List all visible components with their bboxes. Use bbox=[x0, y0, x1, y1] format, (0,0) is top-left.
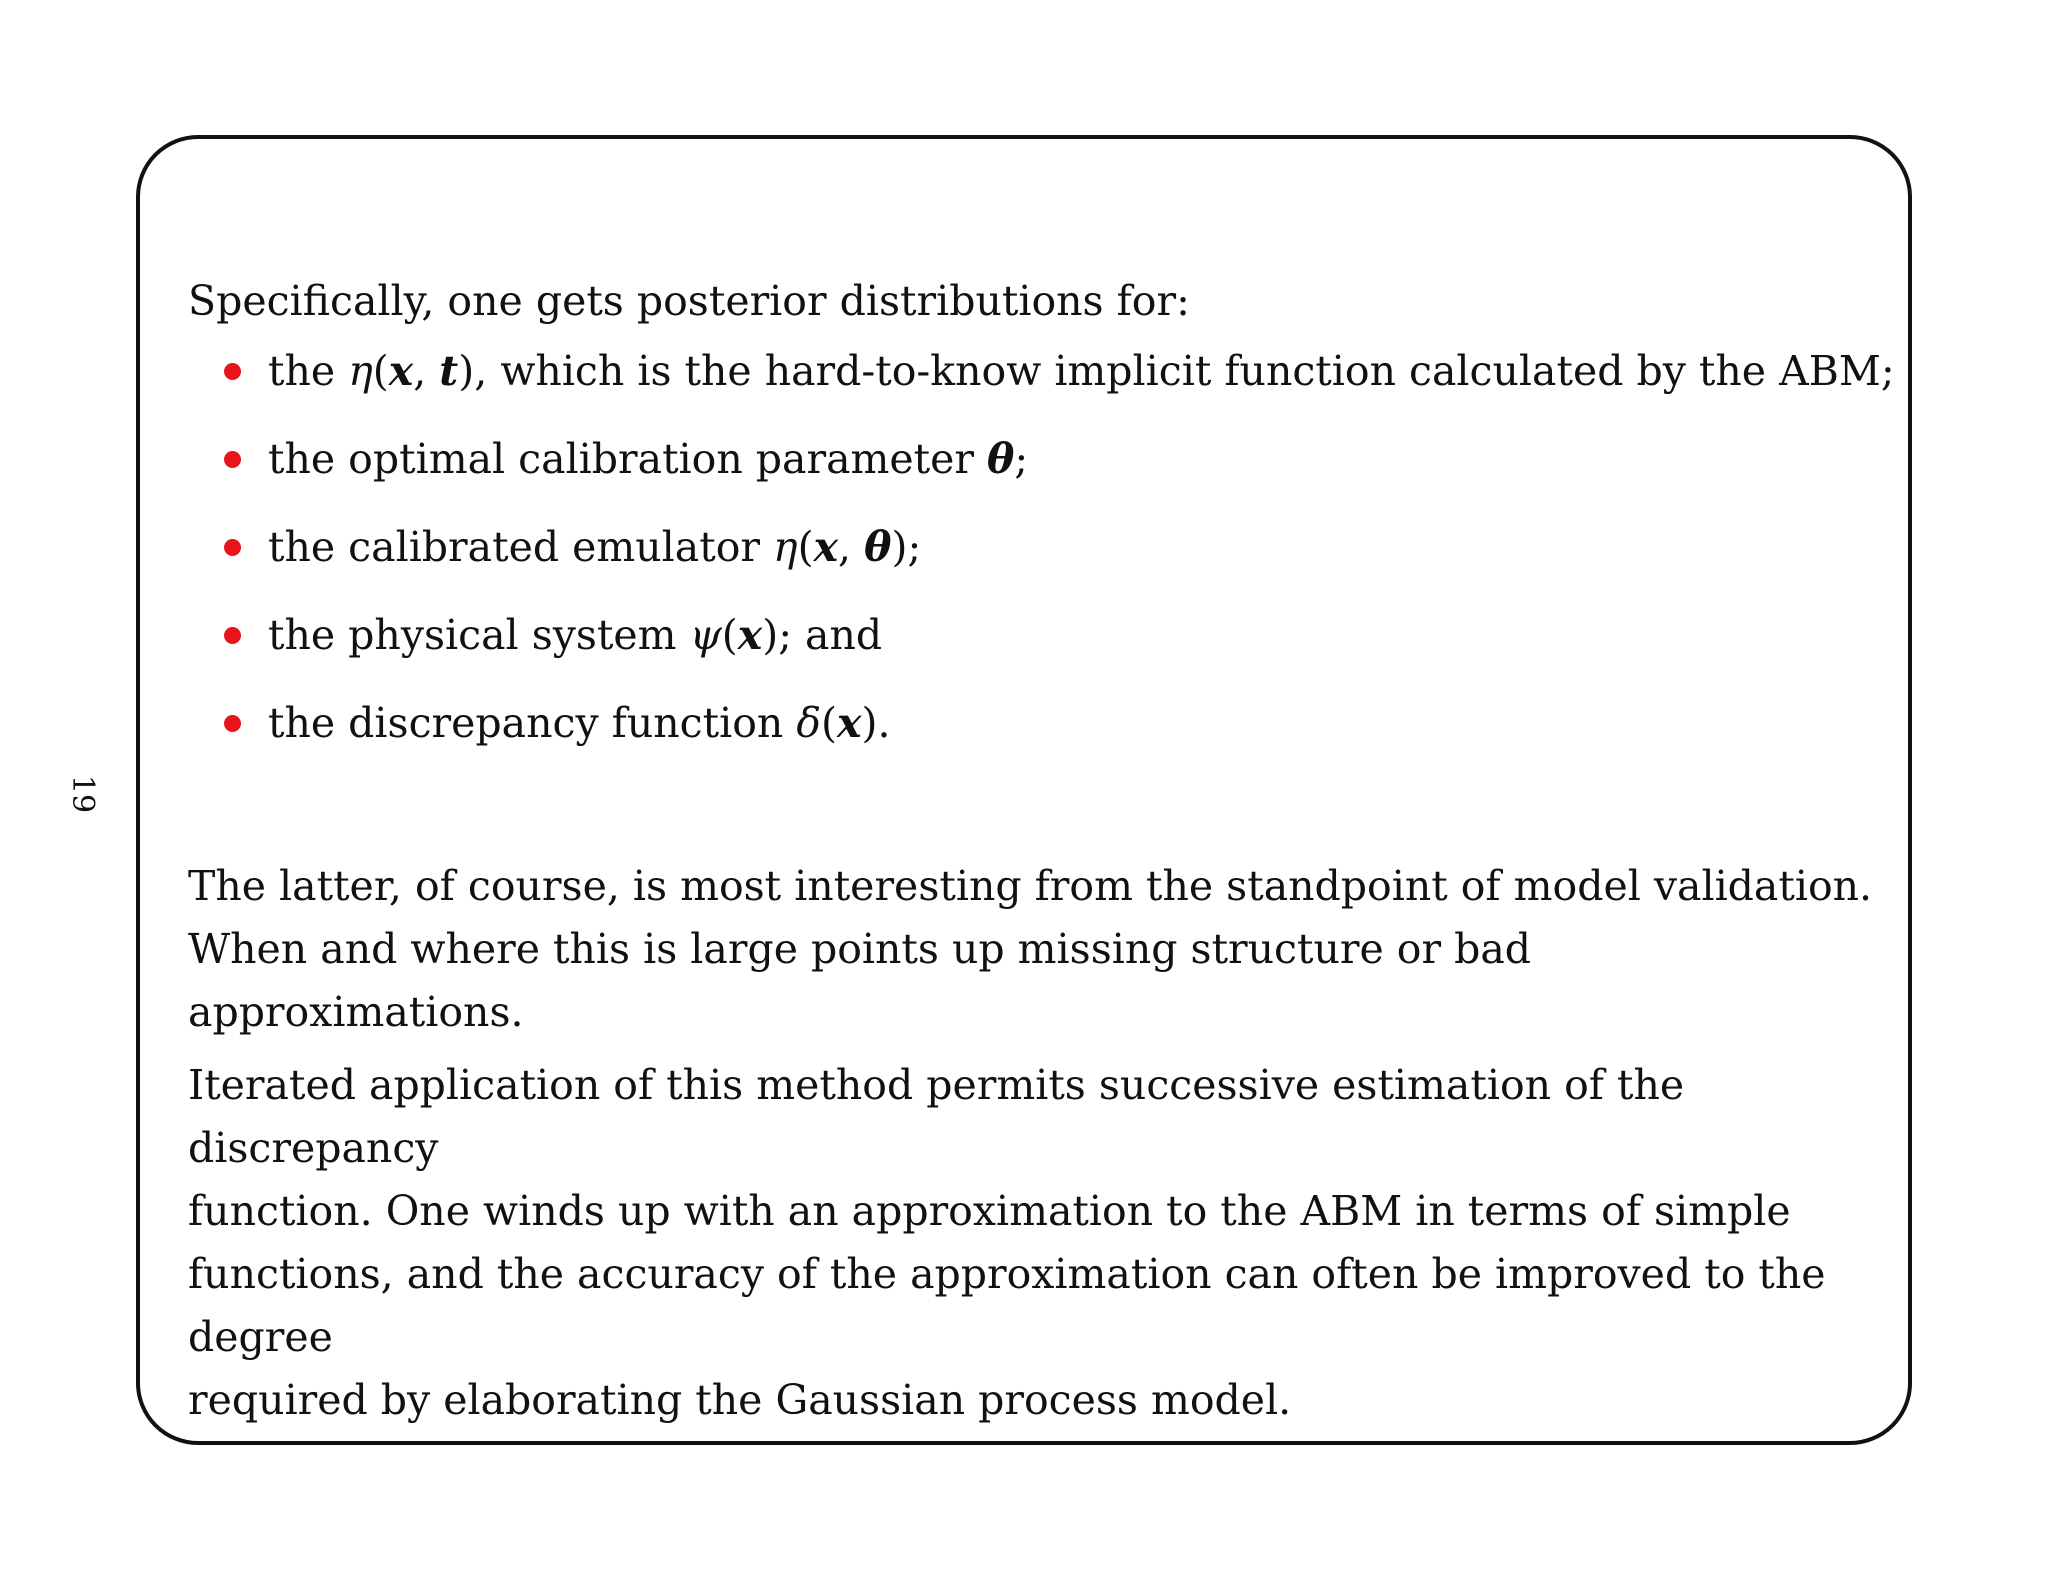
bullet-text-post: ; bbox=[907, 523, 922, 571]
paragraph-latter bbox=[188, 855, 1878, 1044]
math-x: x bbox=[388, 347, 414, 395]
bullet-text-pre: the optimal calibration parameter bbox=[268, 435, 988, 483]
bullet-list bbox=[188, 340, 1895, 780]
list-item-physical-system bbox=[188, 604, 1878, 692]
bullet-text-post: ; and bbox=[778, 611, 883, 659]
math-x: x bbox=[837, 699, 862, 747]
paragraph-line: Iterated application of this method permits successive estimation of the discrepancy bbox=[188, 1061, 1685, 1172]
bullet-text-pre: the physical system bbox=[268, 611, 690, 659]
bullet-icon bbox=[224, 715, 241, 732]
list-item-calibrated-emulator bbox=[188, 516, 1878, 604]
math-close-paren: ) bbox=[458, 347, 475, 395]
list-item-eta-function bbox=[188, 340, 1895, 428]
math-x: x bbox=[813, 523, 839, 571]
math-comma: , bbox=[838, 523, 865, 571]
math-theta: θ bbox=[864, 523, 892, 571]
math-open-paren: ( bbox=[721, 611, 738, 659]
list-item-calibration-parameter bbox=[188, 428, 1878, 516]
math-psi: ψ bbox=[689, 611, 722, 659]
math-x: x bbox=[737, 611, 763, 659]
bullet-icon bbox=[224, 627, 241, 644]
paragraph-line: required by elaborating the Gaussian process model. bbox=[188, 1376, 1292, 1424]
intro-text: Specifically, one gets posterior distributions for: bbox=[188, 277, 1190, 325]
bullet-icon bbox=[224, 363, 241, 380]
paragraph-line: functions, and the accuracy of the approximation can often be improved to the degree bbox=[188, 1250, 1826, 1361]
bullet-text-pre: the discrepancy function bbox=[268, 699, 797, 747]
math-open-paren: ( bbox=[797, 523, 814, 571]
math-theta: θ bbox=[987, 435, 1015, 483]
paragraph-line: function. One winds up with an approximation to the ABM in terms of simple bbox=[188, 1187, 1791, 1235]
paragraph-line: The latter, of course, is most interesting from the standpoint of model validation. bbox=[188, 862, 1873, 910]
math-delta: δ bbox=[796, 699, 822, 747]
slide-content bbox=[188, 270, 1895, 1424]
list-item-discrepancy-function bbox=[188, 692, 1878, 780]
paragraph-line: When and where this is large points up missing structure or bad approximations. bbox=[188, 925, 1532, 1036]
paragraph-iterated bbox=[188, 1054, 1878, 1432]
bullet-text-post: , which is the hard-to-know implicit function calculated by the ABM; bbox=[474, 347, 1895, 395]
page-number: 19 bbox=[65, 774, 100, 814]
math-open-paren: ( bbox=[372, 347, 389, 395]
bullet-text-post: ; bbox=[1014, 435, 1029, 483]
math-open-paren: ( bbox=[821, 699, 838, 747]
bullet-icon bbox=[224, 451, 241, 468]
math-eta: η bbox=[773, 523, 798, 571]
math-eta: η bbox=[348, 347, 373, 395]
bullet-icon bbox=[224, 539, 241, 556]
bullet-text-post: . bbox=[877, 699, 891, 747]
math-comma: , bbox=[413, 347, 440, 395]
math-t: t bbox=[439, 347, 459, 395]
math-close-paren: ) bbox=[762, 611, 779, 659]
math-close-paren: ) bbox=[861, 699, 878, 747]
math-close-paren: ) bbox=[891, 523, 908, 571]
bullet-text-pre: the calibrated emulator bbox=[268, 523, 774, 571]
bullet-text-pre: the bbox=[268, 347, 349, 395]
